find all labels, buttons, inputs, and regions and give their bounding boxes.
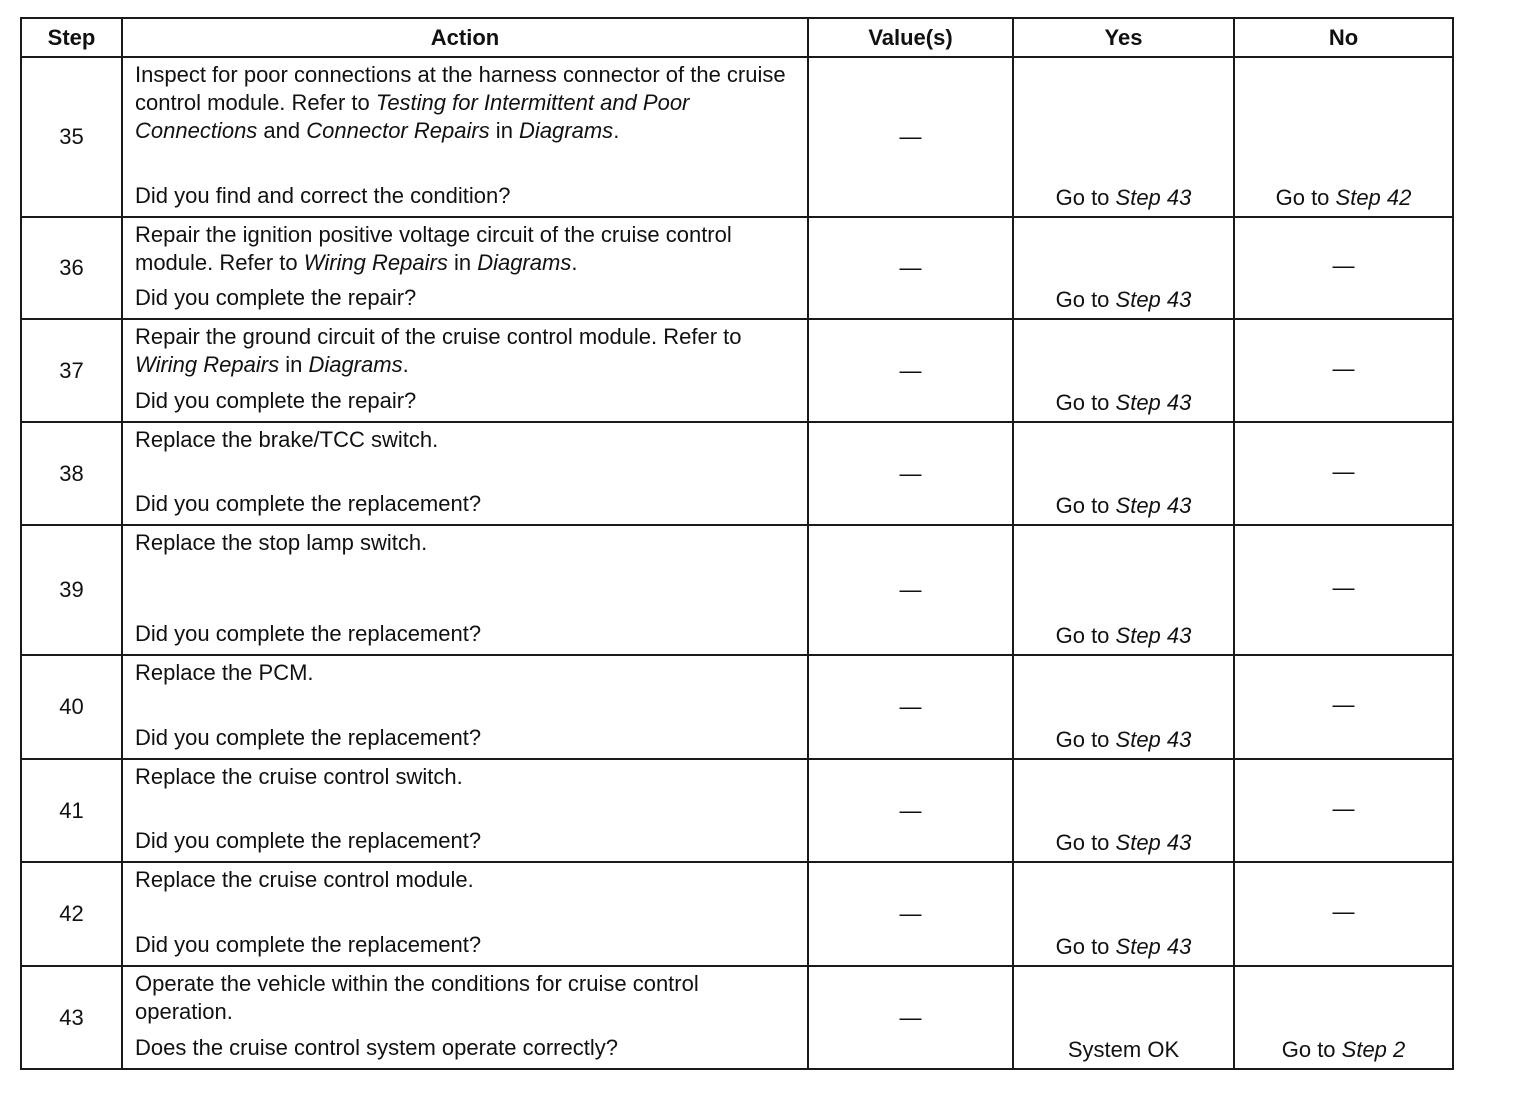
table-row: [21, 57, 1453, 217]
header-action: Action: [122, 18, 808, 57]
table-row: [21, 862, 1453, 966]
instruction-text: Replace the PCM.: [135, 660, 314, 685]
action-instruction: [135, 221, 797, 277]
yes-step-reference: Step 43: [1115, 287, 1192, 312]
yes-result-cell: [1013, 217, 1234, 319]
yes-result: [1014, 933, 1233, 965]
step-number: 38: [21, 422, 122, 525]
header-no: No: [1234, 18, 1453, 57]
instruction-text: Repair the ignition positive voltage circuit of the cruise control module. Refer to: [135, 222, 732, 275]
yes-result-cell: [1013, 655, 1234, 759]
action-question: Did you complete the replacement?: [135, 828, 482, 853]
action-cell: [122, 57, 808, 217]
no-result-cell: [1234, 217, 1453, 319]
action-instruction: [135, 529, 797, 557]
yes-result-text: Go to: [1055, 830, 1116, 855]
yes-result: [1014, 389, 1233, 421]
table-row: [21, 525, 1453, 655]
action-cell: [122, 966, 808, 1069]
value-cell: —: [808, 966, 1013, 1069]
value-cell: —: [808, 862, 1013, 966]
no-result: [1235, 795, 1452, 827]
action-cell: [122, 759, 808, 862]
instruction-text: Replace the stop lamp switch.: [135, 530, 428, 555]
no-result-cell: [1234, 422, 1453, 525]
step-number: 41: [21, 759, 122, 862]
no-result: [1235, 355, 1452, 387]
no-result-text: —: [1332, 575, 1355, 600]
no-result-cell: [1234, 655, 1453, 759]
step-number: 39: [21, 525, 122, 655]
no-result-text: —: [1332, 795, 1355, 821]
yes-result: [1014, 184, 1233, 216]
action-question: Did you complete the replacement?: [135, 725, 482, 750]
header-yes: Yes: [1013, 18, 1234, 57]
action-cell: [122, 862, 808, 966]
yes-result-cell: [1013, 759, 1234, 862]
no-result: [1235, 252, 1452, 284]
action-question: Did you complete the replacement?: [135, 621, 482, 646]
no-result: [1235, 574, 1452, 606]
reference-text: Diagrams: [308, 352, 403, 377]
step-number: 40: [21, 655, 122, 759]
no-result-text: Go to: [1275, 185, 1336, 210]
action-instruction: [135, 323, 797, 379]
header-values: Value(s): [808, 18, 1013, 57]
yes-result-text: Go to: [1055, 390, 1116, 415]
header-row: [21, 18, 1453, 57]
instruction-text: in: [279, 352, 309, 377]
yes-result-text: Go to: [1055, 185, 1116, 210]
action-instruction: [135, 763, 797, 791]
instruction-text: Operate the vehicle within the conditions for cruise control operation.: [135, 971, 699, 1024]
table-row: [21, 759, 1453, 862]
yes-step-reference: Step 43: [1115, 727, 1192, 752]
step-number: 35: [21, 57, 122, 217]
yes-result-cell: [1013, 422, 1234, 525]
yes-result: [1014, 286, 1233, 318]
table-row: [21, 422, 1453, 525]
yes-result-text: Go to: [1055, 287, 1116, 312]
yes-result-cell: [1013, 525, 1234, 655]
no-result: [1235, 184, 1452, 216]
no-result-text: Go to: [1281, 1037, 1342, 1062]
yes-result-cell: [1013, 862, 1234, 966]
yes-result-text: Go to: [1055, 727, 1116, 752]
action-question: Did you complete the repair?: [135, 388, 417, 413]
action-question: Did you find and correct the condition?: [135, 183, 511, 208]
yes-step-reference: Step 43: [1115, 185, 1192, 210]
instruction-text: in: [447, 250, 478, 275]
header-step: Step: [21, 18, 122, 57]
instruction-text: Replace the cruise control switch.: [135, 764, 463, 789]
yes-step-reference: Step 43: [1115, 623, 1192, 648]
instruction-text: Replace the brake/TCC switch.: [135, 427, 439, 452]
yes-result-text: Go to: [1055, 493, 1116, 518]
value-cell: —: [808, 525, 1013, 655]
yes-step-reference: Step 43: [1115, 390, 1192, 415]
table-row: [21, 655, 1453, 759]
step-number: 43: [21, 966, 122, 1069]
yes-result: [1014, 829, 1233, 861]
yes-result: [1014, 622, 1233, 654]
action-question: Did you complete the replacement?: [135, 932, 482, 957]
value-cell: —: [808, 655, 1013, 759]
no-result: [1235, 898, 1452, 930]
action-cell: [122, 319, 808, 422]
value-cell: —: [808, 57, 1013, 217]
action-instruction: [135, 426, 797, 454]
yes-step-reference: Step 43: [1115, 934, 1192, 959]
instruction-text: Replace the cruise control module.: [135, 867, 474, 892]
value-cell: —: [808, 759, 1013, 862]
instruction-text: .: [402, 352, 409, 377]
action-instruction: [135, 61, 797, 145]
yes-step-reference: Step 43: [1115, 493, 1192, 518]
reference-text: Diagrams: [519, 118, 614, 143]
no-step-reference: Step 42: [1335, 185, 1412, 210]
action-cell: [122, 525, 808, 655]
no-result-cell: [1234, 759, 1453, 862]
no-step-reference: Step 2: [1341, 1037, 1406, 1062]
instruction-text: in: [489, 118, 520, 143]
yes-result: [1014, 492, 1233, 524]
action-question: Does the cruise control system operate correctly?: [135, 1035, 618, 1060]
instruction-text: .: [613, 118, 620, 143]
yes-result-cell: [1013, 966, 1234, 1069]
no-result-text: —: [1332, 458, 1355, 484]
no-result: [1235, 691, 1452, 723]
no-result-cell: [1234, 966, 1453, 1069]
yes-result-text: Go to: [1055, 934, 1116, 959]
table-row: [21, 319, 1453, 422]
instruction-text: and: [257, 118, 307, 143]
table-row: [21, 966, 1453, 1069]
yes-result: [1014, 1036, 1233, 1068]
yes-result-cell: [1013, 319, 1234, 422]
no-result-text: —: [1332, 253, 1355, 278]
instruction-text: Repair the ground circuit of the cruise control module. Refer to: [135, 324, 742, 349]
reference-text: Wiring Repairs: [303, 250, 448, 275]
yes-result-cell: [1013, 57, 1234, 217]
diagnostic-table: [20, 17, 1454, 1070]
value-cell: —: [808, 319, 1013, 422]
action-instruction: [135, 970, 797, 1026]
instruction-text: Inspect for poor connections at the harness connector of the cruise control module. Refer to: [135, 62, 786, 115]
instruction-text: .: [571, 250, 578, 275]
step-number: 36: [21, 217, 122, 319]
reference-text: Diagrams: [477, 250, 572, 275]
reference-text: Wiring Repairs: [135, 352, 280, 377]
no-result: [1235, 1036, 1452, 1068]
step-number: 42: [21, 862, 122, 966]
reference-text: Testing for Intermittent and Poor Connections: [135, 90, 690, 143]
value-cell: —: [808, 217, 1013, 319]
action-cell: [122, 422, 808, 525]
no-result-cell: [1234, 862, 1453, 966]
step-number: 37: [21, 319, 122, 422]
action-cell: [122, 217, 808, 319]
yes-result-text: System OK: [1067, 1037, 1180, 1062]
no-result-cell: [1234, 57, 1453, 217]
no-result-cell: [1234, 319, 1453, 422]
value-cell: —: [808, 422, 1013, 525]
action-instruction: [135, 866, 797, 894]
yes-result: [1014, 726, 1233, 758]
action-question: Did you complete the replacement?: [135, 491, 482, 516]
no-result-text: —: [1332, 899, 1355, 924]
action-cell: [122, 655, 808, 759]
action-question: Did you complete the repair?: [135, 285, 417, 310]
no-result-cell: [1234, 525, 1453, 655]
no-result-text: —: [1332, 692, 1355, 717]
reference-text: Connector Repairs: [306, 118, 490, 143]
table-body: [21, 57, 1453, 1069]
table-row: [21, 217, 1453, 319]
yes-step-reference: Step 43: [1115, 830, 1192, 855]
no-result: [1235, 458, 1452, 490]
yes-result-text: Go to: [1055, 623, 1116, 648]
action-instruction: [135, 659, 797, 687]
no-result-text: —: [1332, 355, 1355, 381]
